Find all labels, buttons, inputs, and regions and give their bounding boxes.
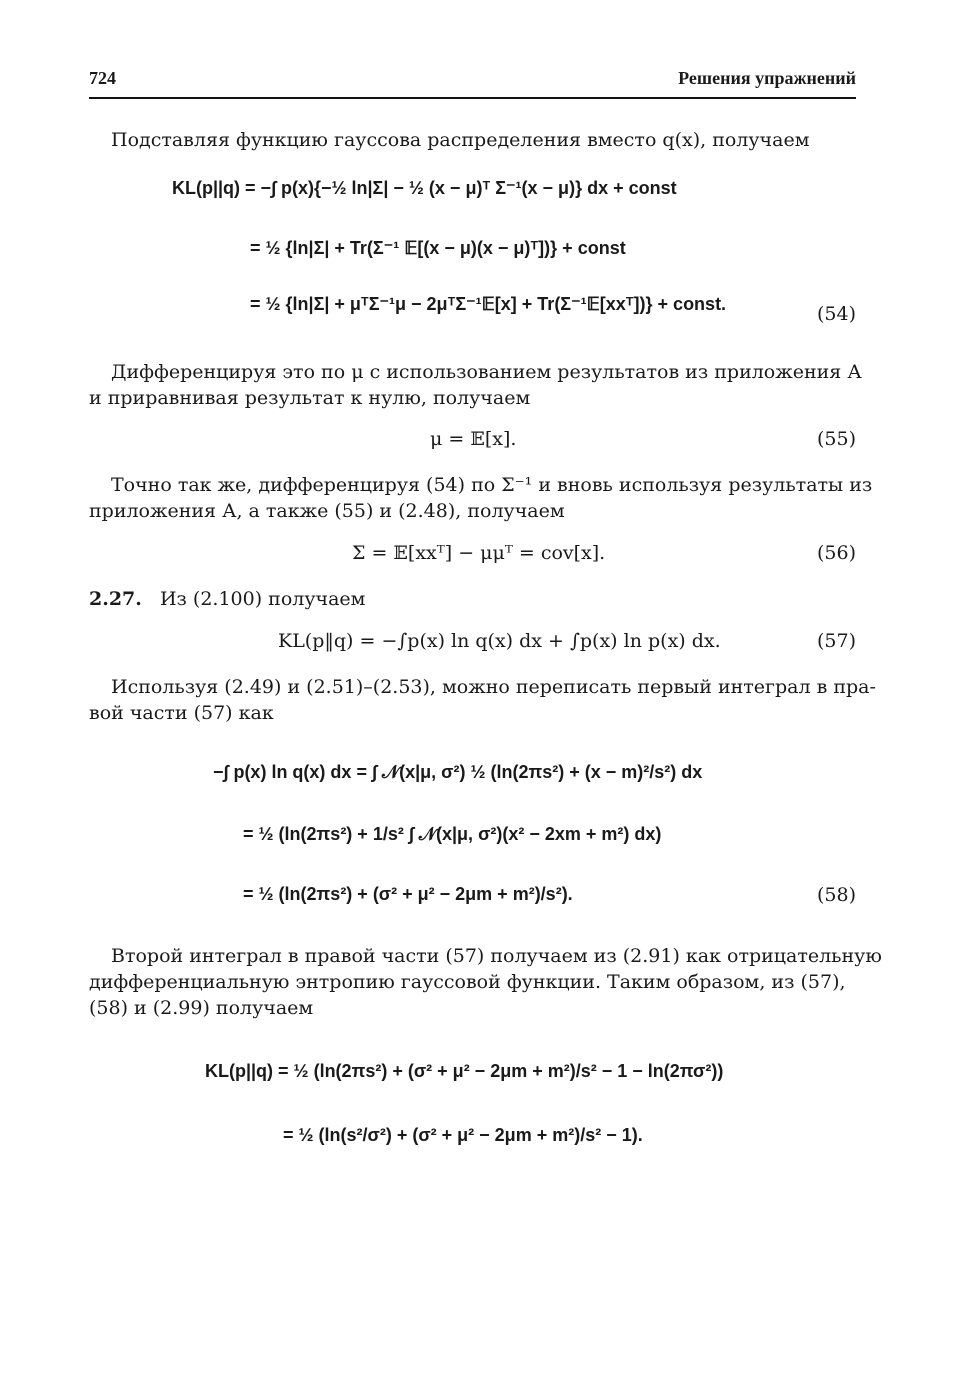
paragraph-5 [89, 943, 882, 1021]
eq54-line2: = ½ {ln|Σ| + Tr(Σ⁻¹ 𝔼[(x − μ)(x − μ)ᵀ])} + const [250, 238, 626, 258]
eq-final-line2: = ½ (ln(s²/σ²) + (σ² + μ² − 2μm + m²)/s² − 1). [283, 1125, 643, 1145]
eq58-line3: = ½ (ln(2πs²) + (σ² + μ² − 2μm + m²)/s²). [243, 884, 573, 904]
paragraph-5-line-1: Второй интеграл в правой части (57) получаем из (2.91) как отрицательную [111, 945, 882, 967]
eq57-formula: KL(p‖q) = −∫p(x) ln q(x) dx + ∫p(x) ln p(x) dx. [278, 630, 721, 652]
paragraph-2 [89, 359, 862, 411]
paragraph-3-line-1: Точно так же, дифференцируя (54) по Σ⁻¹ и вновь используя результаты из [111, 474, 873, 496]
eq55-number: (55) [816, 428, 856, 450]
eq58-line1: −∫ p(x) ln q(x) dx = ∫ 𝒩(x|μ, σ²) ½ (ln(2πs²) + (x − m)²/s²) dx [213, 762, 703, 782]
eq54-line1: KL(p||q) = −∫ p(x){−½ ln|Σ| − ½ (x − μ)ᵀ Σ⁻¹(x − μ)} dx + const [172, 178, 677, 198]
eq57-number: (57) [816, 630, 856, 652]
eq56-number: (56) [816, 542, 856, 564]
page-number: 724 [89, 68, 116, 88]
paragraph-3 [89, 472, 873, 524]
section-number: 2.27. [89, 588, 142, 610]
paragraph-5-line-3: (58) и (2.99) получаем [89, 997, 314, 1019]
eq58-line2: = ½ (ln(2πs²) + 1/s² ∫ 𝒩(x|μ, σ²)(x² − 2xm + m²) dx) [243, 824, 662, 844]
header-rule [89, 97, 856, 99]
paragraph-3-line-2: приложения А, а также (55) и (2.48), получаем [89, 500, 565, 522]
paragraph-4-line-2: вой части (57) как [89, 702, 274, 724]
section-2-27 [89, 586, 856, 612]
eq54-number: (54) [816, 303, 856, 325]
eq54-line3: = ½ {ln|Σ| + μᵀΣ⁻¹μ − 2μᵀΣ⁻¹𝔼[x] + Tr(Σ⁻¹𝔼[xxᵀ])} + const. [250, 294, 727, 314]
paragraph-2-line-1: Дифференцируя это по μ с использованием результатов из приложения А [111, 361, 862, 383]
paragraph-1 [89, 127, 856, 153]
paragraph-2-line-2: и приравнивая результат к нулю, получаем [89, 387, 531, 409]
paragraph-1-line: Подставляя функцию гауссова распределения вместо q(x), получаем [111, 129, 810, 151]
eq58-number: (58) [816, 884, 856, 906]
eq55-formula: μ = 𝔼[x]. [430, 428, 517, 450]
eq-final-line1: KL(p||q) = ½ (ln(2πs²) + (σ² + μ² − 2μm + m²)/s² − 1 − ln(2πσ²)) [205, 1061, 724, 1081]
paragraph-4 [89, 674, 876, 726]
paragraph-4-line-1: Используя (2.49) и (2.51)–(2.53), можно переписать первый интеграл в пра- [111, 676, 876, 698]
running-title: Решения упражнений [678, 68, 856, 88]
eq56-formula: Σ = 𝔼[xxᵀ] − μμᵀ = cov[x]. [352, 542, 606, 564]
section-text: Из (2.100) получаем [159, 588, 366, 610]
paragraph-5-line-2: дифференциальную энтропию гауссовой функции. Таким образом, из (57), [89, 971, 846, 993]
page-header [89, 66, 856, 92]
